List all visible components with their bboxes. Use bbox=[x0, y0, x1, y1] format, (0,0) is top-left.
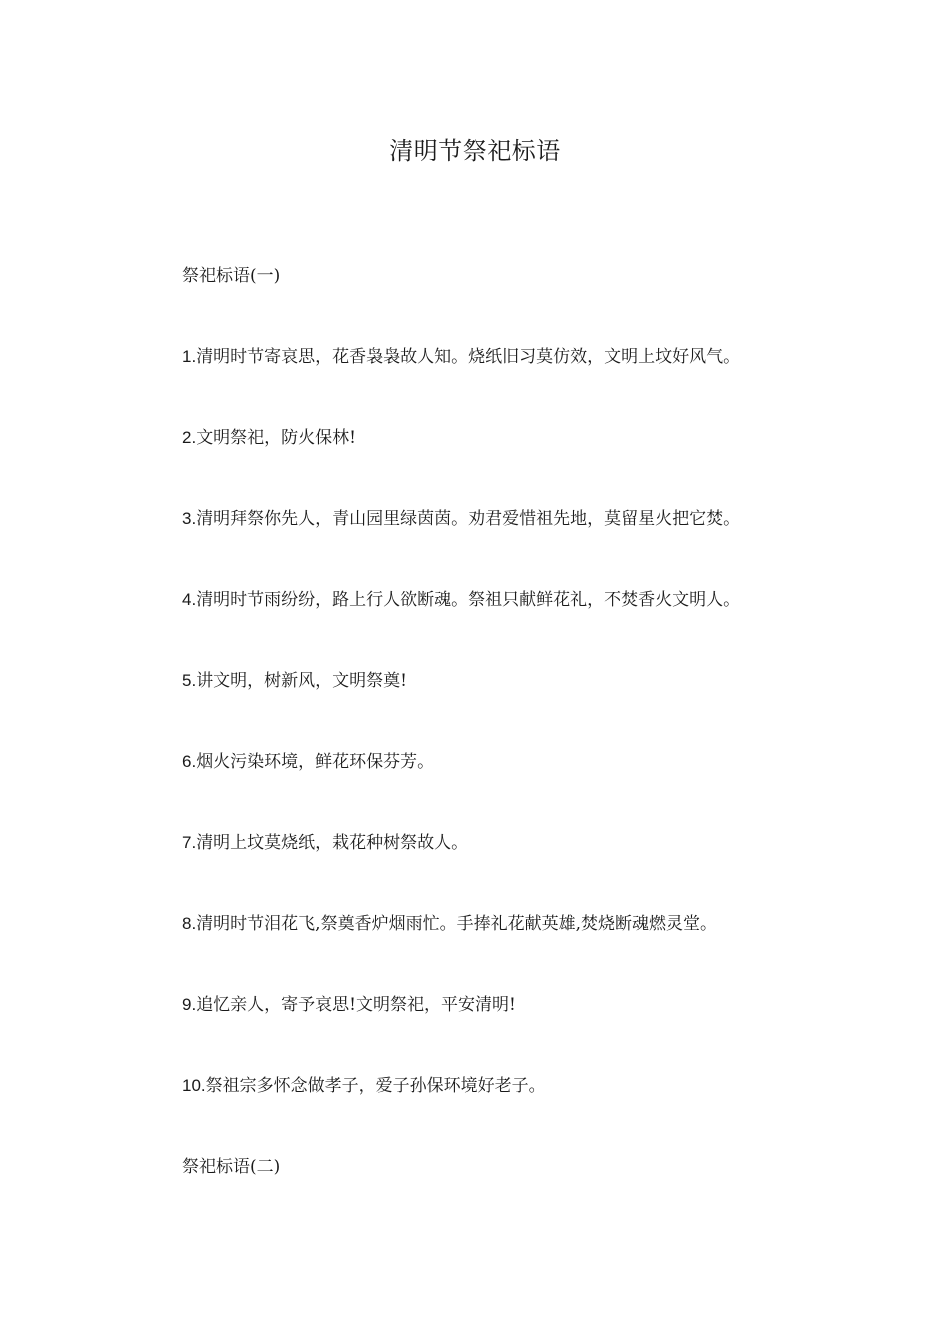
list-item bbox=[182, 830, 862, 856]
list-item bbox=[182, 668, 862, 694]
item-number: 9. bbox=[182, 995, 197, 1014]
list-item bbox=[182, 1073, 862, 1099]
item-text: 文明祭祀，防火保林! bbox=[196, 428, 357, 448]
item-number: 4. bbox=[182, 590, 197, 609]
item-number: 6. bbox=[182, 752, 197, 771]
item-text: 清明时节泪花飞,祭奠香炉烟雨忙。手捧礼花献英雄,焚烧断魂燃灵堂。 bbox=[196, 914, 717, 934]
list-item bbox=[182, 992, 862, 1018]
item-text: 清明时节雨纷纷，路上行人欲断魂。祭祖只献鲜花礼，不焚香火文明人。 bbox=[196, 590, 741, 610]
item-number: 3. bbox=[182, 509, 197, 528]
document-title: 清明节祭祀标语 bbox=[389, 137, 561, 165]
list-item bbox=[182, 749, 862, 775]
list-item bbox=[182, 911, 862, 937]
item-text: 追忆亲人，寄予哀思!文明祭祀，平安清明! bbox=[196, 995, 516, 1015]
item-text: 讲文明，树新风，文明祭奠! bbox=[196, 671, 408, 691]
item-number: 5. bbox=[182, 671, 197, 690]
item-text: 烟火污染环境，鲜花环保芬芳。 bbox=[196, 752, 435, 772]
item-number: 7. bbox=[182, 833, 197, 852]
item-number: 1. bbox=[182, 347, 197, 366]
section-heading-2: 祭祀标语(二) bbox=[182, 1157, 281, 1177]
item-text: 清明时节寄哀思，花香袅袅故人知。烧纸旧习莫仿效，文明上坟好风气。 bbox=[196, 347, 741, 367]
item-text: 祭祖宗多怀念做孝子，爱子孙保环境好老子。 bbox=[205, 1076, 546, 1096]
item-text: 清明上坟莫烧纸，栽花种树祭故人。 bbox=[196, 833, 469, 853]
section-heading-1: 祭祀标语(一) bbox=[182, 266, 281, 286]
list-item bbox=[182, 506, 862, 532]
item-text: 清明拜祭你先人，青山园里绿茵茵。劝君爱惜祖先地，莫留星火把它焚。 bbox=[196, 509, 741, 529]
list-item bbox=[182, 425, 862, 451]
list-item bbox=[182, 344, 862, 370]
item-number: 10. bbox=[182, 1076, 206, 1095]
list-item bbox=[182, 587, 862, 613]
item-number: 2. bbox=[182, 428, 197, 447]
item-number: 8. bbox=[182, 914, 197, 933]
